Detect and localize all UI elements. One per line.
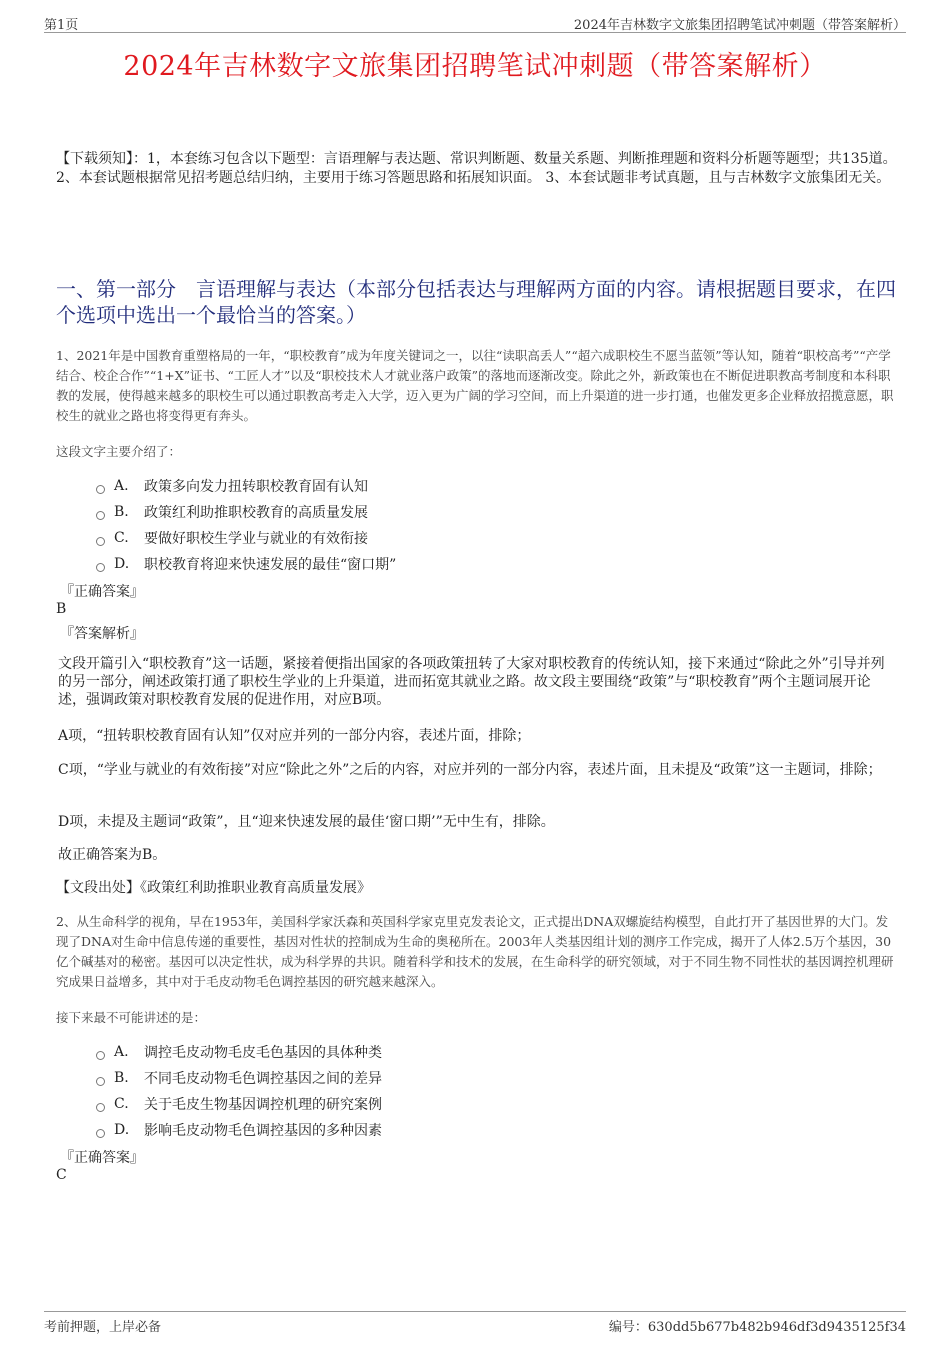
analysis-paragraph: C项，“学业与就业的有效衔接”对应“除此之外”之后的内容，对应并列的一部分内容，表述片面，且未提及“政策”这一主题词，排除； [58,762,882,778]
option-b[interactable] [96,499,876,525]
header-doc-title: 2024年吉林数字文旅集团招聘笔试冲刺题（带答案解析） [573,18,906,33]
option-text: 要做好职校生学业与就业的有效衔接 [144,531,368,547]
question-2-options [96,1039,876,1143]
option-text: 职校教育将迎来快速发展的最佳“窗口期” [144,557,397,573]
page-header [44,12,906,33]
question-1-options [96,473,876,577]
radio-icon[interactable] [96,1077,105,1086]
footer-slogan: 考前押题，上岸必备 [44,1320,162,1335]
option-text: 关于毛皮生物基因调控机理的研究案例 [144,1097,382,1113]
radio-icon[interactable] [96,563,105,572]
analysis-label: 『答案解析』 [60,626,144,642]
radio-icon[interactable] [96,511,105,520]
section-heading: 一、第一部分 言语理解与表达（本部分包括表达与理解两方面的内容。请根据题目要求，在四个选项中选出一个最恰当的答案。） [56,277,896,327]
option-c[interactable] [96,525,876,551]
option-letter: D. [114,556,130,572]
correct-answer: B [56,601,67,617]
option-text: 调控毛皮动物毛皮毛色基因的具体种类 [144,1045,382,1061]
source-citation: 【文段出处】《政策红利助推职业教育高质量发展》 [56,880,371,896]
radio-icon[interactable] [96,1051,105,1060]
question-1-prompt: 这段文字主要介绍了： [56,444,182,459]
download-notice: 【下载须知】：1，本套练习包含以下题型：言语理解与表达题、常识判断题、数量关系题、判断推理题和资料分析题等题型；共135道。 2、本套试题根据常见招考题总结归纳，主要用于练习答题思路和拓展知识面。 3、本套试题非考试真题，且与吉林数字文旅集团无关。 [56,151,897,186]
question-2-text: 2、从生命科学的视角，早在1953年，美国科学家沃森和英国科学家克里克发表论文，正式提出DNA双螺旋结构模型，自此打开了基因世界的大门。发现了DNA对生命中信息传递的重要性，基因对性状的控制成为生命的奥秘所在。2003年人类基因组计划的测序工作完成，揭开了人体2.5万个基因，30亿个碱基对的秘密。基因可以决定性状，成为科学界的共识。随着科学和技术的发展，在生命科学的研究领域，对于不同生物不同性状的基因调控机理研究成果日益增多，其中对于毛皮动物毛色调控基因的研究越来越深入。 [56,914,894,989]
option-d[interactable] [96,1117,876,1143]
analysis-paragraph: A项，“扭转职校教育固有认知”仅对应并列的一部分内容，表述片面，排除； [58,728,531,744]
option-a[interactable] [96,473,876,499]
option-letter: A. [114,478,129,494]
radio-icon[interactable] [96,1129,105,1138]
option-a[interactable] [96,1039,876,1065]
radio-icon[interactable] [96,537,105,546]
page-title: 2024年吉林数字文旅集团招聘笔试冲刺题（带答案解析） [123,51,827,82]
page-footer [44,1311,906,1335]
correct-answer: C [56,1167,67,1183]
option-text: 政策多向发力扭转职校教育固有认知 [144,479,368,495]
option-letter: C. [114,1096,129,1112]
option-letter: A. [114,1044,129,1060]
question-2-prompt: 接下来最不可能讲述的是： [56,1010,207,1025]
option-letter: D. [114,1122,130,1138]
analysis-paragraph: 文段开篇引入“职校教育”这一话题，紧接着便指出国家的各项政策扭转了大家对职校教育的传统认知，接下来通过“除此之外”引导并列的另一部分，阐述政策打通了职校生学业的上升渠道，进而拓宽其就业之路。故文段主要围绕“政策”与“职校教育”两个主题词展开论述，强调政策对职校教育发展的促进作用，对应B项。 [58,656,885,708]
option-text: 不同毛皮动物毛色调控基因之间的差异 [144,1071,382,1087]
analysis-conclusion: 故正确答案为B。 [58,847,167,863]
correct-answer-label: 『正确答案』 [60,584,144,600]
page-number: 第1页 [44,18,79,33]
option-text: 影响毛皮动物毛色调控基因的多种因素 [144,1123,382,1139]
radio-icon[interactable] [96,485,105,494]
question-1-text: 1、2021年是中国教育重塑格局的一年，“职校教育”成为年度关键词之一，以往“读职高丢人”“超六成职校生不愿当蓝领”等认知，随着“职校高考”“产学结合、校企合作”“1+X”证书、“工匠人才”以及“职校技术人才就业落户政策”的落地而逐渐改变。除此之外，新政策也在不断促进职教高考制度和本科职教的发展，使得越来越多的职校生可以通过职教高考走入大学，迈入更为广阔的学习空间，而上升渠道的进一步打通，也催发更多企业释放招揽意愿，职校生的就业之路也将变得更有奔头。 [56,348,894,423]
footer-serial: 编号：630dd5b677b482b946df3d9435125f34 [608,1320,906,1335]
option-text: 政策红利助推职校教育的高质量发展 [144,505,368,521]
option-letter: B. [114,504,129,520]
correct-answer-label: 『正确答案』 [60,1150,144,1166]
option-letter: C. [114,530,129,546]
option-b[interactable] [96,1065,876,1091]
option-d[interactable] [96,551,876,577]
analysis-paragraph: D项，未提及主题词“政策”，且“迎来快速发展的最佳‘窗口期’”无中生有，排除。 [58,814,555,830]
option-letter: B. [114,1070,129,1086]
radio-icon[interactable] [96,1103,105,1112]
option-c[interactable] [96,1091,876,1117]
